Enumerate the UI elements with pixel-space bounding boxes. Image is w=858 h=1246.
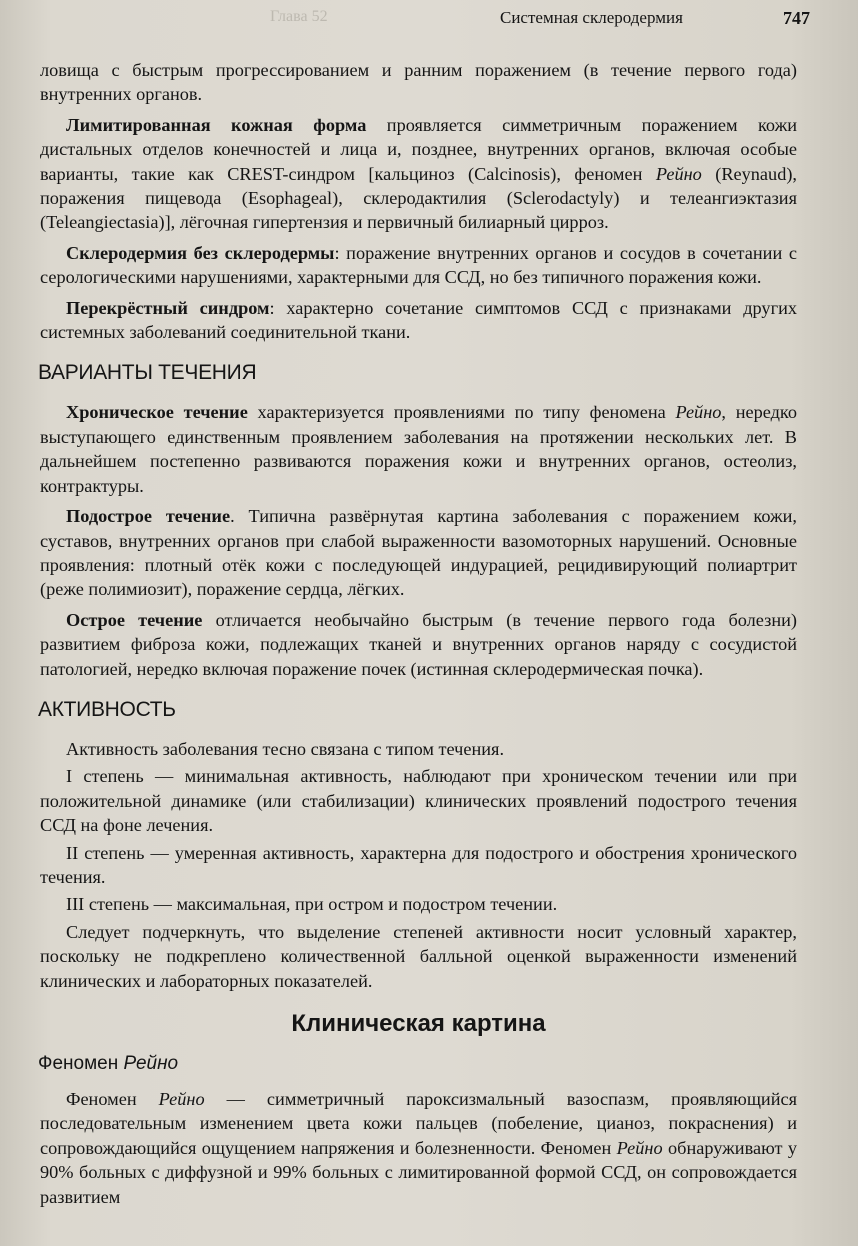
term-subacute: Подострое течение	[66, 506, 231, 527]
paragraph-degree-2: II степень — умеренная активность, характерна для подострого и обострения хронического течения.	[40, 842, 797, 887]
subheading-reynaud	[38, 1051, 797, 1077]
italic-reynaud: Рейно	[655, 163, 702, 184]
paragraph-subacute	[40, 504, 797, 602]
text-span: проявляется симметричным поражением кожи дистальных отделов конечностей и лица и, позднее, внутренних органов, включая особые варианты, такие как CREST-синдром [кальциноз (Calcinosis), феномен	[40, 114, 797, 184]
paragraph-limited-form	[40, 113, 797, 235]
page-number: 747	[783, 8, 810, 28]
text-span: . Типична развёрнутая картина заболевания с поражением кожи, суставов, внутренних органов при слабой выраженности вазомоторных нарушений. Основные проявления: плотный отёк кожи с последующей индурацией, рецидивирующий полиартрит (реже полимиозит), поражение сердца, лёгких.	[40, 506, 797, 600]
heading-course-variants: ВАРИАНТЫ ТЕЧЕНИЯ	[38, 361, 257, 385]
term-sine-scleroderma: Склеродермия без склеродермы	[66, 242, 335, 263]
heading-activity: АКТИВНОСТЬ	[38, 697, 176, 721]
text-span: Феномен	[38, 1053, 124, 1074]
text-span: — симметричный пароксизмальный вазоспазм, проявляющийся последовательным изменением цвета кожи пальцев (побеление, цианоз, покраснения) и сопровождающийся ощущением напряжения и болезненности. Феномен	[40, 1089, 798, 1158]
chapter-title: Системная склеродермия	[500, 8, 683, 27]
text-span: (Reynaud), поражения пищевода (Esophageal), склеродактилия (Sclerodactyly) и телеангиэктазия (Teleangiectasia)], лёгочная гипертензия и первичный билиарный цирроз.	[40, 163, 797, 233]
text-span: : поражение внутренних органов и сосудов в сочетании с серологическими нарушениями, характерными для ССД, но без типичного поражения кожи.	[40, 242, 797, 288]
text-span: обнаруживают у 90% больных с диффузной и 99% больных с лимитированной формой ССД, он сопровождается развитием	[40, 1137, 797, 1207]
paragraph-chronic	[40, 400, 797, 498]
term-chronic: Хроническое течение	[66, 402, 248, 423]
paragraph-activity-note: Следует подчеркнуть, что выделение степеней активности носит условный характер, поскольку не подкреплено количественной балльной оценкой выраженности изменений клинических и лабораторных показателей.	[40, 921, 797, 991]
bleed-through-text: Глава 52	[270, 8, 328, 25]
paragraph-activity-intro: Активность заболевания тесно связана с типом течения.	[66, 738, 505, 759]
paragraph-acute	[40, 608, 797, 681]
paragraph-overlap	[40, 296, 797, 345]
page-body	[40, 58, 797, 1215]
italic-reynaud: Рейно	[675, 402, 722, 423]
text-span: отличается необычайно быстрым (в течение первого года болезни) развитием фиброза кожи, подлежащих тканей и внутренних органов наряду с сосудистой патологией, нередко включая поражение почек (истинная склеродермическая почка).	[40, 609, 797, 679]
paragraph-sine-scleroderma	[40, 241, 797, 290]
text-span: : характерно сочетание симптомов ССД с признаками других системных заболеваний соединительной ткани.	[40, 297, 797, 343]
running-header	[40, 8, 818, 32]
paragraph-continuation: ловища с быстрым прогрессированием и ранним поражением (в течение первого года) внутренних органов.	[40, 60, 797, 105]
term-limited-form: Лимитированная кожная форма	[66, 114, 367, 135]
paragraph-degree-1: I степень — минимальная активность, наблюдают при хроническом течении или при положительной динамике (или стабилизации) клинических проявлений подострого течения ССД на фоне лечения.	[40, 766, 797, 836]
text-span: Феномен	[66, 1089, 159, 1109]
paragraph-reynaud	[40, 1087, 797, 1209]
text-span: , нередко выступающего единственным проявлением заболевания на протяжении нескольких лет. В дальнейшем постепенно развиваются поражения кожи и внутренних органов, остеолиз, контрактуры.	[40, 402, 798, 496]
term-overlap: Перекрёстный синдром	[66, 297, 270, 318]
italic-reynaud: Рейно	[123, 1053, 179, 1074]
heading-clinical-picture: Клиническая картина	[291, 1010, 546, 1037]
paragraph-degree-3: III степень — максимальная, при остром и подостром течении.	[66, 894, 558, 915]
term-acute: Острое течение	[66, 609, 203, 630]
italic-reynaud: Рейно	[158, 1089, 205, 1109]
italic-reynaud: Рейно	[616, 1137, 663, 1158]
text-span: характеризуется проявлениями по типу феномена	[247, 402, 676, 423]
